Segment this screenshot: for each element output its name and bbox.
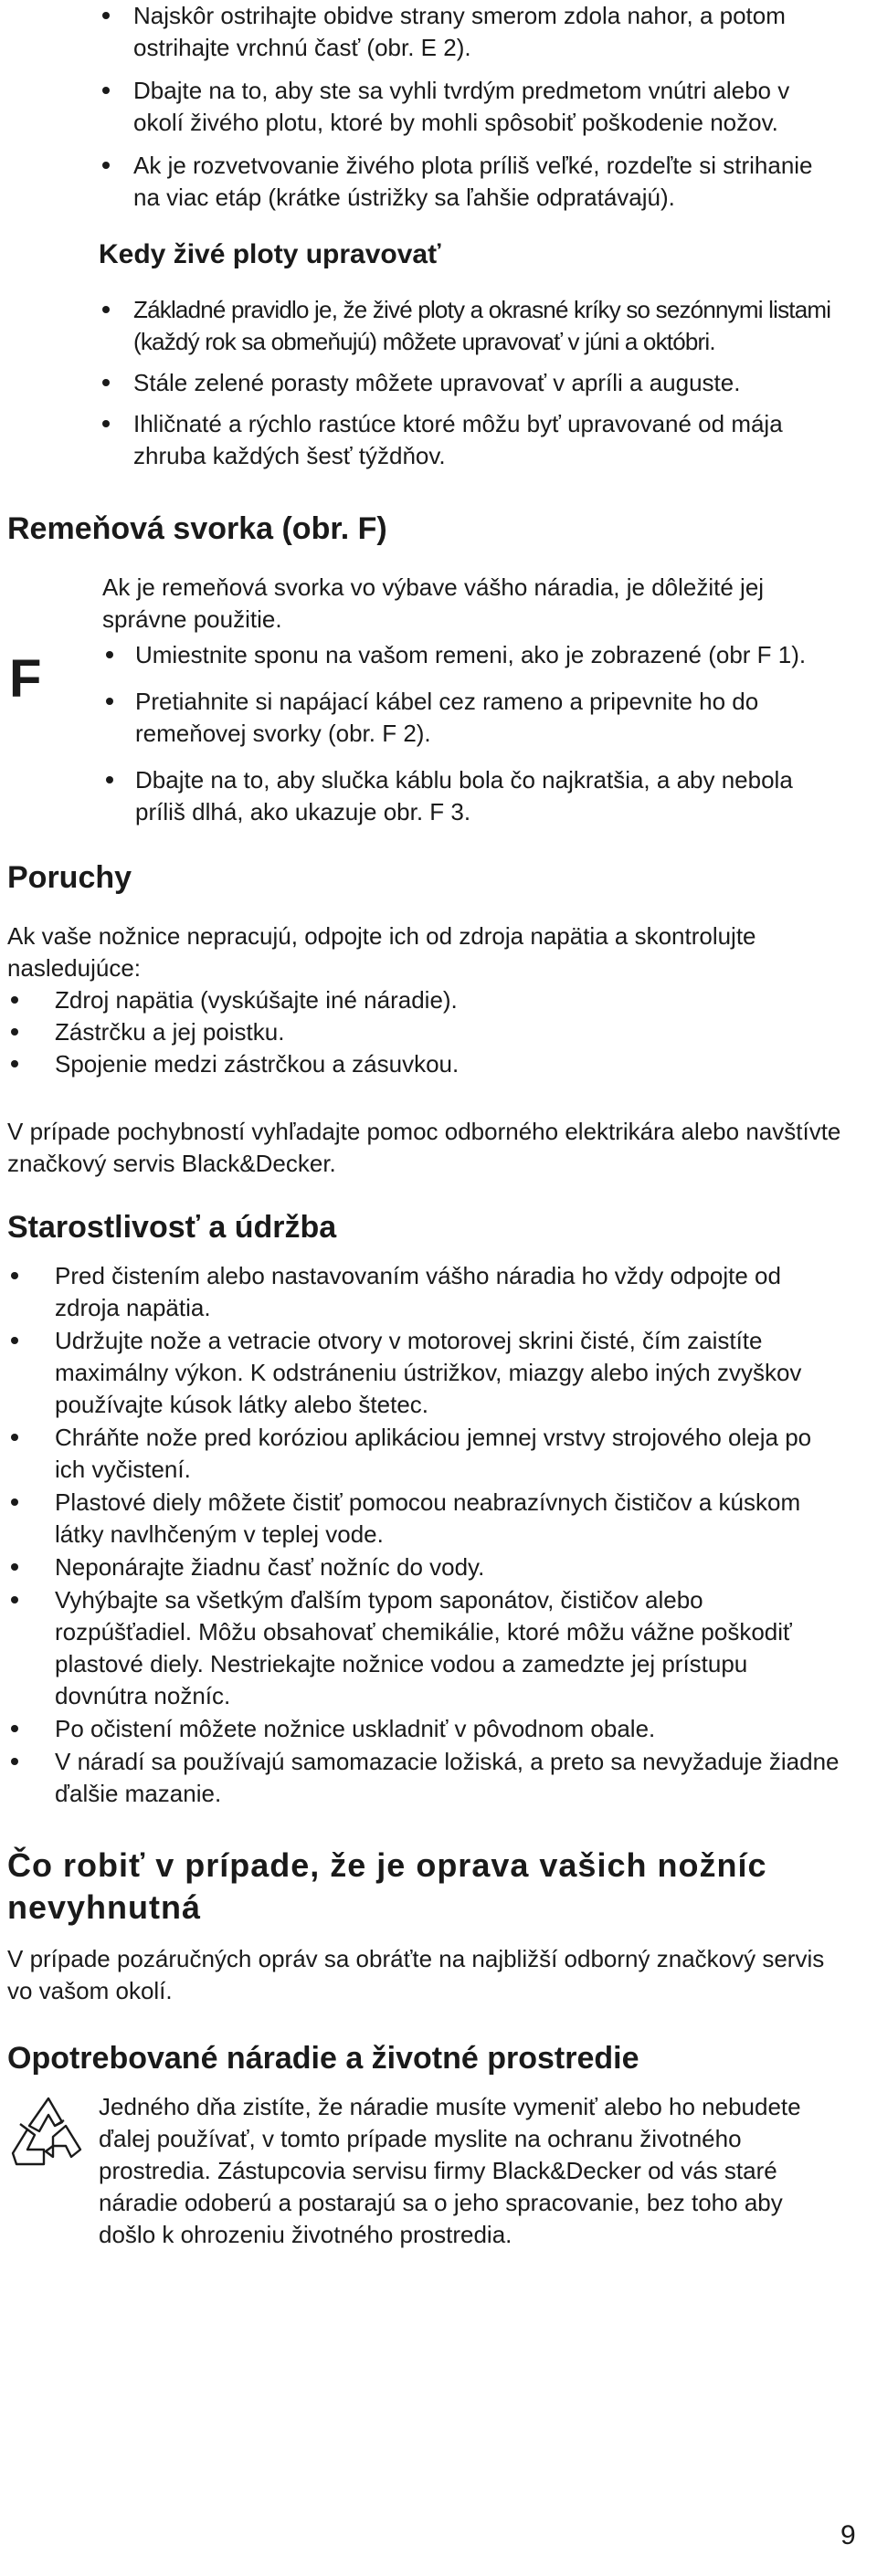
list-item: Vyhýbajte sa všetkým ďalším typom saponátov, čističov alebo rozpúšťadiel. Môžu obsahovať chemikálie, ktoré môžu vážne poškodiť plastové diely. Nestriekajte nožnice vodou a zamedzte jej prístupu dovnútra nožníc. xyxy=(7,1584,846,1712)
list-item: Základné pravidlo je, že živé ploty a okrasné kríky so sezónnymi listami (každý rok sa obmeňujú) môžete upravovať v júni a októbri. xyxy=(99,294,839,358)
list-item: Plastové diely môžete čistiť pomocou neabrazívnych čističov a kúskom látky navlhčeným v teplej vode. xyxy=(7,1487,846,1551)
svorka-heading: Remeňová svorka (obr. F) xyxy=(7,511,387,546)
list-item: Najskôr ostrihajte obidve strany smerom zdola nahor, a potom ostrihajte vrchnú časť (obr. E 2). xyxy=(99,0,839,64)
recycle-icon xyxy=(7,2093,90,2170)
list-item: Ak je rozvetvovanie živého plota príliš veľké, rozdeľte si strihanie na viac etáp (krátke ústrižky sa ľahšie odpratávajú). xyxy=(99,150,839,214)
poruchy-heading: Poruchy xyxy=(7,860,132,895)
list-item: Umiestnite sponu na vašom remeni, ako je zobrazené (obr F 1). xyxy=(102,639,842,671)
kedy-bullet-list xyxy=(99,294,839,481)
poruchy-intro: Ak vaše nožnice nepracujú, odpojte ich od zdroja napätia a skontrolujte nasledujúce: xyxy=(7,922,756,982)
list-item: Neponárajte žiadnu časť nožníc do vody. xyxy=(7,1551,846,1583)
svorka-bullet-list xyxy=(102,639,842,843)
poruchy-bullet-list xyxy=(7,984,839,1080)
list-item: Dbajte na to, aby ste sa vyhli tvrdým predmetom vnútri alebo v okolí živého plotu, ktoré by mohli spôsobiť poškodenie nožov. xyxy=(99,75,839,139)
figure-letter-f: F xyxy=(9,649,42,709)
prostredie-heading: Opotrebované náradie a životné prostredie xyxy=(7,2041,639,2076)
prostredie-text: Jedného dňa zistíte, že náradie musíte vymeniť alebo ho nebudete ďalej používať, v tomto prípade myslite na ochranu životného prostredia. Zástupcovia servisu firmy Black&Decker od vás staré náradie odoberú a postarajú sa o jeho spracovanie, bez toho aby došlo k ohrozeniu životného prostredia. xyxy=(99,2093,801,2248)
udrzba-bullet-list xyxy=(7,1260,846,1811)
oprava-heading: Čo robiť v prípade, že je oprava vašich nožníc nevyhnutná xyxy=(7,1846,767,1926)
list-item: Spojenie medzi zástrčkou a zásuvkou. xyxy=(7,1048,839,1080)
list-item: Stále zelené porasty môžete upravovať v apríli a auguste. xyxy=(99,367,839,399)
page-number: 9 xyxy=(840,2520,856,2550)
list-item: Po očistení môžete nožnice uskladniť v pôvodnom obale. xyxy=(7,1713,846,1745)
list-item: Pretiahnite si napájací kábel cez rameno a pripevnite ho do remeňovej svorky (obr. F 2). xyxy=(102,686,842,750)
list-item: Udržujte nože a vetracie otvory v motorovej skrini čisté, čím zaistíte maximálny výkon. K odstráneniu ústrižkov, miazgy alebo iných zvyškov používajte kúsok látky alebo štetec. xyxy=(7,1325,846,1421)
list-item: Zdroj napätia (vyskúšajte iné náradie). xyxy=(7,984,839,1016)
top-bullet-list xyxy=(99,0,839,225)
list-item: Dbajte na to, aby slučka káblu bola čo najkratšia, a aby nebola príliš dlhá, ako ukazuje obr. F 3. xyxy=(102,764,842,828)
oprava-text: V prípade pozáručných opráv sa obráťte na najbližší odborný značkový servis vo vašom okolí. xyxy=(7,1945,825,2004)
list-item: Ihličnaté a rýchlo rastúce ktoré môžu byť upravované od mája zhruba každých šesť týždňov. xyxy=(99,408,839,472)
udrzba-heading: Starostlivosť a údržba xyxy=(7,1210,337,1245)
kedy-heading: Kedy živé ploty upravovať xyxy=(99,239,441,269)
poruchy-outro: V prípade pochybností vyhľadajte pomoc odborného elektrikára alebo navštívte značkový servis Black&Decker. xyxy=(7,1118,841,1177)
list-item: V náradí sa používajú samomazacie ložiská, a preto sa nevyžaduje žiadne ďalšie mazanie. xyxy=(7,1746,846,1810)
list-item: Pred čistením alebo nastavovaním vášho náradia ho vždy odpojte od zdroja napätia. xyxy=(7,1260,846,1324)
list-item: Chráňte nože pred koróziou aplikáciou jemnej vrstvy strojového oleja po ich vyčistení. xyxy=(7,1422,846,1486)
svorka-intro: Ak je remeňová svorka vo výbave vášho náradia, je dôležité jej správne použitie. xyxy=(102,573,765,633)
list-item: Zástrčku a jej poistku. xyxy=(7,1016,839,1048)
